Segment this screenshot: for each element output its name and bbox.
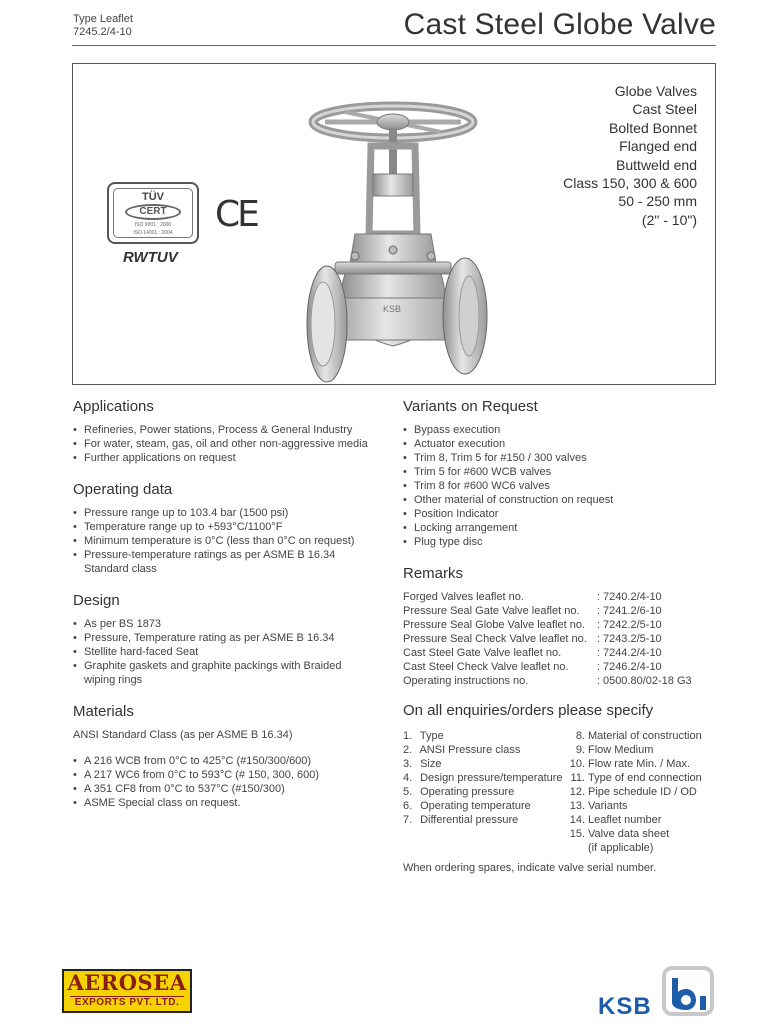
enquiry-item: 5. Operating pressure xyxy=(403,786,515,798)
cert-tuv-text: TÜV xyxy=(142,191,164,203)
remarks-table xyxy=(403,590,692,688)
page-title: Cast Steel Globe Valve xyxy=(403,8,716,41)
spec-line: (2" - 10") xyxy=(641,211,697,228)
table-row: Cast Steel Gate Valve leaflet no. : 7244.2/4-10 xyxy=(403,647,662,659)
section-heading: Variants on Request xyxy=(403,398,538,415)
enquiry-item: 4. Design pressure/temperature xyxy=(403,772,563,784)
list-item: • Actuator execution xyxy=(403,437,723,451)
list-item: • Trim 5 for #600 WCB valves xyxy=(403,465,723,479)
operating-data-section xyxy=(73,481,393,576)
enquiry-item: 13. Variants xyxy=(569,800,628,812)
table-row: Operating instructions no. : 0500.80/02-18 G3 xyxy=(403,675,692,687)
list-item: • Further applications on request xyxy=(73,451,393,465)
enquiry-item: 11. Type of end connection xyxy=(570,772,702,784)
section-heading: Materials xyxy=(73,703,134,720)
list-item: • Minimum temperature is 0°C (less than 0°C on request) xyxy=(73,534,393,548)
list-item: • Pressure, Temperature rating as per ASME B 16.34 xyxy=(73,631,393,645)
spec-line: 50 - 250 mm xyxy=(618,193,697,210)
enquiry-item: 15. Valve data sheet xyxy=(569,828,670,840)
enquiry-item: 7. Differential pressure xyxy=(403,814,519,826)
leaflet-type: Type Leaflet xyxy=(73,13,133,25)
spec-line: Globe Valves xyxy=(614,83,697,99)
table-row: Pressure Seal Check Valve leaflet no. : 7243.2/5-10 xyxy=(403,633,662,645)
table-row: Pressure Seal Gate Valve leaflet no. : 7241.2/6-10 xyxy=(403,605,662,617)
spec-line: Flanged end xyxy=(619,138,697,155)
section-heading: Operating data xyxy=(73,481,173,498)
ksb-logo-mark-icon xyxy=(660,966,714,1016)
enquiry-item: 8. Material of construction xyxy=(575,730,702,742)
enquiries-section xyxy=(403,702,723,875)
remarks-section xyxy=(403,565,723,688)
cert-iso-9001: ISO 9001 : 2000 xyxy=(134,222,172,228)
list-item: • For water, steam, gas, oil and other non-aggressive media xyxy=(73,437,393,451)
enquiry-item: 14. Leaflet number xyxy=(569,814,662,826)
list-item: • As per BS 1873 xyxy=(73,617,393,631)
cert-oval: CERT xyxy=(125,204,181,220)
materials-section xyxy=(73,703,393,810)
hero-panel xyxy=(72,63,716,385)
svg-text:KSB: KSB xyxy=(383,304,402,314)
globe-valve-image xyxy=(305,84,575,384)
section-heading: On all enquiries/orders please specify xyxy=(403,702,654,719)
section-heading: Remarks xyxy=(403,565,464,582)
enquiry-item-sub: (if applicable) xyxy=(588,842,654,854)
list-item: • A 216 WCB from 0°C to 425°C (#150/300/600) xyxy=(73,754,393,768)
leaflet-number: 7245.2/4-10 xyxy=(73,26,132,38)
aerosea-logo xyxy=(62,969,192,1013)
spec-line: Class 150, 300 & 600 xyxy=(563,175,697,192)
spec-list xyxy=(563,82,697,229)
leaflet-header-left xyxy=(73,13,133,39)
list-item: • ASME Special class on request. xyxy=(73,796,393,810)
section-heading: Applications xyxy=(73,398,154,415)
left-column xyxy=(73,398,393,820)
spec-line: Bolted Bonnet xyxy=(609,119,697,136)
list-item: • Stellite hard-faced Seat xyxy=(73,645,393,659)
cert-iso-14001: ISO 14001 : 2004 xyxy=(133,230,173,236)
header-rule xyxy=(72,45,716,46)
list-item: • Position Indicator xyxy=(403,507,723,521)
ce-mark: CE xyxy=(215,194,257,235)
ksb-logo-text: KSB xyxy=(598,993,652,1020)
list-item: • Pressure range up to 103.4 bar (1500 psi) xyxy=(73,506,393,520)
section-heading: Design xyxy=(73,592,120,609)
list-item: • Bypass execution xyxy=(403,423,723,437)
right-column xyxy=(403,398,723,885)
list-item: • Trim 8, Trim 5 for #150 / 300 valves xyxy=(403,451,723,465)
aerosea-name: AEROSEA xyxy=(67,970,187,995)
enquiry-item: 1. Type xyxy=(403,730,444,742)
list-item: • Trim 8 for #600 WC6 valves xyxy=(403,479,723,493)
enquiry-item: 3. Size xyxy=(403,758,442,770)
applications-section xyxy=(73,398,393,465)
enquiry-item: 9. Flow Medium xyxy=(575,744,654,756)
enquiry-item: 10. Flow rate Min. / Max. xyxy=(569,758,691,770)
list-item: • A 217 WC6 from 0°C to 593°C (# 150, 300, 600) xyxy=(73,768,393,782)
list-item: • Graphite gaskets and graphite packings with Braided wiping rings xyxy=(73,659,373,687)
list-item: • Pressure-temperature ratings as per ASME B 16.34 Standard class xyxy=(73,548,363,576)
spares-note: When ordering spares, indicate valve serial number. xyxy=(403,862,657,874)
aerosea-subtitle: EXPORTS PVT. LTD. xyxy=(70,996,184,1009)
tuv-cert-badge xyxy=(107,182,199,244)
table-row: Forged Valves leaflet no. : 7240.2/4-10 xyxy=(403,591,662,603)
enquiry-item: 12. Pipe schedule ID / OD xyxy=(569,786,697,798)
spec-line: Cast Steel xyxy=(632,101,697,118)
list-item: • Locking arrangement xyxy=(403,521,723,535)
enquiry-item: 6. Operating temperature xyxy=(403,800,531,812)
materials-intro: ANSI Standard Class (as per ASME B 16.34) xyxy=(73,729,293,741)
list-item: • Other material of construction on request xyxy=(403,493,723,507)
list-item: • A 351 CF8 from 0°C to 537°C (#150/300) xyxy=(73,782,393,796)
list-item: • Refineries, Power stations, Process & General Industry xyxy=(73,423,393,437)
list-item: • Plug type disc xyxy=(403,535,723,549)
enquiry-item: 2. ANSI Pressure class xyxy=(403,744,521,756)
list-item: • Temperature range up to +593°C/1100°F xyxy=(73,520,393,534)
design-section xyxy=(73,592,393,687)
rwtuv-label: RWTUV xyxy=(123,249,178,266)
spec-line: Buttweld end xyxy=(616,156,697,173)
table-row: Cast Steel Check Valve leaflet no. : 7246.2/4-10 xyxy=(403,661,662,673)
table-row: Pressure Seal Globe Valve leaflet no. : 7242.2/5-10 xyxy=(403,619,662,631)
variants-section xyxy=(403,398,723,549)
